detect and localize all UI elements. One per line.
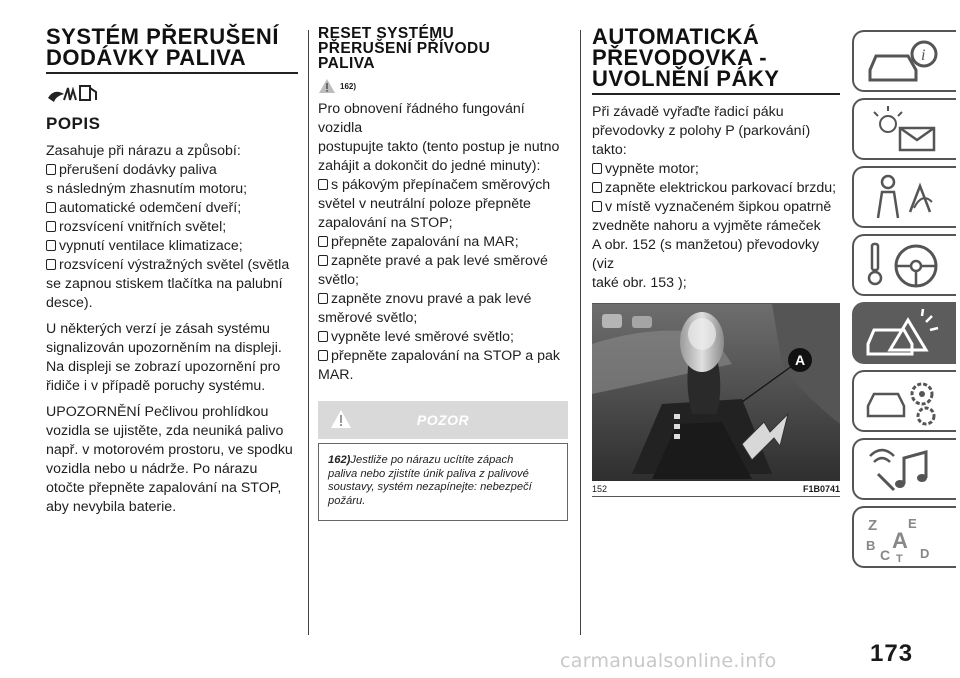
figure-callout-label: A: [794, 352, 806, 368]
index-letters-icon: [864, 512, 948, 564]
bullet-item: rozsvícení výstražných světel (světla: [46, 256, 298, 275]
warning-box-header: [318, 401, 568, 439]
bullet-item: vypněte levé směrové světlo;: [318, 328, 568, 347]
page-number: 173: [870, 640, 914, 667]
svg-text:T: T: [896, 553, 903, 564]
checkbox-bullet-icon: [592, 201, 602, 212]
checkbox-bullet-icon: [318, 236, 328, 247]
tab-lights-messages[interactable]: [852, 98, 956, 160]
warning-box-body: 162)Jestliže po nárazu ucítíte zápach paliva nebo zjistíte únik paliva z palivové soustavy, systém nezapínejte: nebezpečí požáru.: [318, 443, 568, 521]
subsection-title: POPIS: [46, 114, 101, 133]
section-title: RESET SYSTÉMU PŘERUŠENÍ PŘÍVODU PALIVA: [318, 25, 491, 72]
checkbox-bullet-icon: [592, 182, 602, 193]
svg-text:B: B: [866, 538, 876, 553]
multimedia-icon: [864, 444, 948, 496]
column-fuel-cutoff: SYSTÉM PŘERUŠENÍ DODÁVKY PALIVA POPIS Zasahuje při nárazu a způsobí: přerušení dodávky paliva s následným zhasnutím motoru; automatické odemčení dveří; rozsvícení vnitřních světel; vypnutí ventilace klimatizace; rozsvícení výstražných světel (světla se zapnou stiskem tlačítka na palubní desce). U některých verzí je zásah systému signalizován upozorněním na displeji. Na displeji se zobrazí upozornění pro řidiče i v případě poruchy systému. UPOZORNĚNÍ Pečlivou prohlídkou vozidla se ujistěte, zda neuniká palivo např. v motorovém prostoru, ve spodku vozidla nebo u nádrže. Po nárazu otočte přepněte zapalování na STOP, aby nevybila baterie.: [46, 26, 298, 517]
svg-text:D: D: [920, 546, 930, 561]
tab-index[interactable]: [852, 506, 956, 568]
tab-multimedia[interactable]: [852, 438, 956, 500]
column-reset-system: RESET SYSTÉMU PŘERUŠENÍ PŘÍVODU PALIVA 162) Pro obnovení řádného fungování vozidla postupujte takto (tento postup je nutno zahájit a dokončit do jedné minuty): s pákovým přepínačem směrových světel v neutrální poloze přepněte zapalování na STOP; přepněte zapalování na MAR; zapněte pravé a pak levé směrové světlo; zapněte znovu pravé a pak levé směrové světlo; vypněte levé směrové světlo; přepněte zapalování na STOP a pak MAR. POZOR 162)Jestliže po nárazu ucítíte zápach paliva nebo zjistíte únik paliva z palivové soustavy, systém nezapínejte: nebezpečí požáru.: [318, 26, 568, 521]
bullet-item: rozsvícení vnitřních světel;: [46, 218, 298, 237]
maintenance-gears-icon: [864, 376, 948, 428]
checkbox-bullet-icon: [318, 179, 328, 190]
column-divider: [580, 30, 581, 635]
svg-text:E: E: [908, 516, 917, 531]
gear-lever-photo: [592, 304, 840, 481]
checkbox-bullet-icon: [318, 331, 328, 342]
steering-wheel-icon: [864, 240, 948, 292]
car-info-icon: [864, 36, 948, 88]
checkbox-bullet-icon: [592, 163, 602, 174]
fuel-pump-icon: [46, 82, 298, 104]
bullet-item: vypnutí ventilace klimatizace;: [46, 237, 298, 256]
title-rule: [592, 93, 840, 95]
tab-starting-driving[interactable]: [852, 234, 956, 296]
tab-safety[interactable]: [852, 166, 956, 228]
warning-triangle-icon: [330, 409, 352, 429]
checkbox-bullet-icon: [318, 350, 328, 361]
intro-text: Zasahuje při nárazu a způsobí:: [46, 143, 241, 159]
emergency-car-icon: [864, 308, 948, 360]
bullet-item: zapněte elektrickou parkovací brzdu;: [592, 179, 840, 198]
bullet-item: automatické odemčení dveří;: [46, 199, 298, 218]
warning-reference: 162): [318, 76, 568, 96]
warning-paragraph: UPOZORNĚNÍ Pečlivou prohlídkou vozidla se ujistěte, zda neuniká palivo např. v motorovém prostoru, ve spodku vozidla nebo u nádrže. Po nárazu otočte přepněte zapalování na STOP, aby nevybila baterie.: [46, 404, 293, 515]
bullet-item: přepněte zapalování na STOP a pak: [318, 347, 568, 366]
warning-lights-icon: [864, 104, 948, 156]
checkbox-bullet-icon: [46, 240, 56, 251]
chapter-tabs: [852, 30, 956, 574]
bullet-item: vypněte motor;: [592, 160, 840, 179]
seatbelt-icon: [864, 172, 948, 224]
column-auto-transmission: AUTOMATICKÁ PŘEVODOVKA - UVOLNĚNÍ PÁKY Při závadě vyřaďte řadicí páku převodovky z polohy P (parkování) takto: vypněte motor; zapněte elektrickou parkovací brzdu; v místě vyznačeném šipkou opatrně zvedněte nahoru a vyjměte rámeček A obr. 152 (s manžetou) převodovky (viz také obr. 153 ); A 152 F1B0741: [592, 26, 840, 497]
tab-emergency[interactable]: [852, 302, 956, 364]
checkbox-bullet-icon: [46, 202, 56, 213]
checkbox-bullet-icon: [46, 221, 56, 232]
bullet-item: zapněte znovu pravé a pak levé: [318, 290, 568, 309]
svg-text:C: C: [880, 547, 891, 563]
warning-box-title: POZOR: [416, 412, 470, 428]
watermark: carmanualsonline.info: [560, 650, 777, 672]
checkbox-bullet-icon: [318, 255, 328, 266]
figure-caption: 152 F1B0741: [592, 484, 840, 497]
svg-text:A: A: [892, 528, 908, 553]
bullet-item: přerušení dodávky paliva: [46, 161, 298, 180]
svg-text:Z: Z: [868, 517, 878, 534]
figure-gear-lever: [592, 303, 840, 481]
paragraph: U některých verzí je zásah systému signalizován upozorněním na displeji. Na displeji se zobrazí upozornění pro řidiče i v případě poruchy systému.: [46, 321, 282, 394]
svg-text:i: i: [921, 47, 926, 64]
title-rule: [46, 72, 298, 74]
section-title: SYSTÉM PŘERUŠENÍ DODÁVKY PALIVA: [46, 24, 279, 70]
checkbox-bullet-icon: [46, 164, 56, 175]
tab-vehicle-info[interactable]: [852, 30, 956, 92]
bullet-item: v místě vyznačeném šipkou opatrně: [592, 198, 840, 217]
bullet-item: s pákovým přepínačem směrových: [318, 176, 568, 195]
section-title: AUTOMATICKÁ PŘEVODOVKA - UVOLNĚNÍ PÁKY: [592, 24, 780, 91]
bullet-item: zapněte pravé a pak levé směrové: [318, 252, 568, 271]
checkbox-bullet-icon: [46, 259, 56, 270]
tab-maintenance[interactable]: [852, 370, 956, 432]
warning-triangle-icon: [318, 78, 336, 94]
checkbox-bullet-icon: [318, 293, 328, 304]
bullet-item: přepněte zapalování na MAR;: [318, 233, 568, 252]
column-divider: [308, 30, 309, 635]
